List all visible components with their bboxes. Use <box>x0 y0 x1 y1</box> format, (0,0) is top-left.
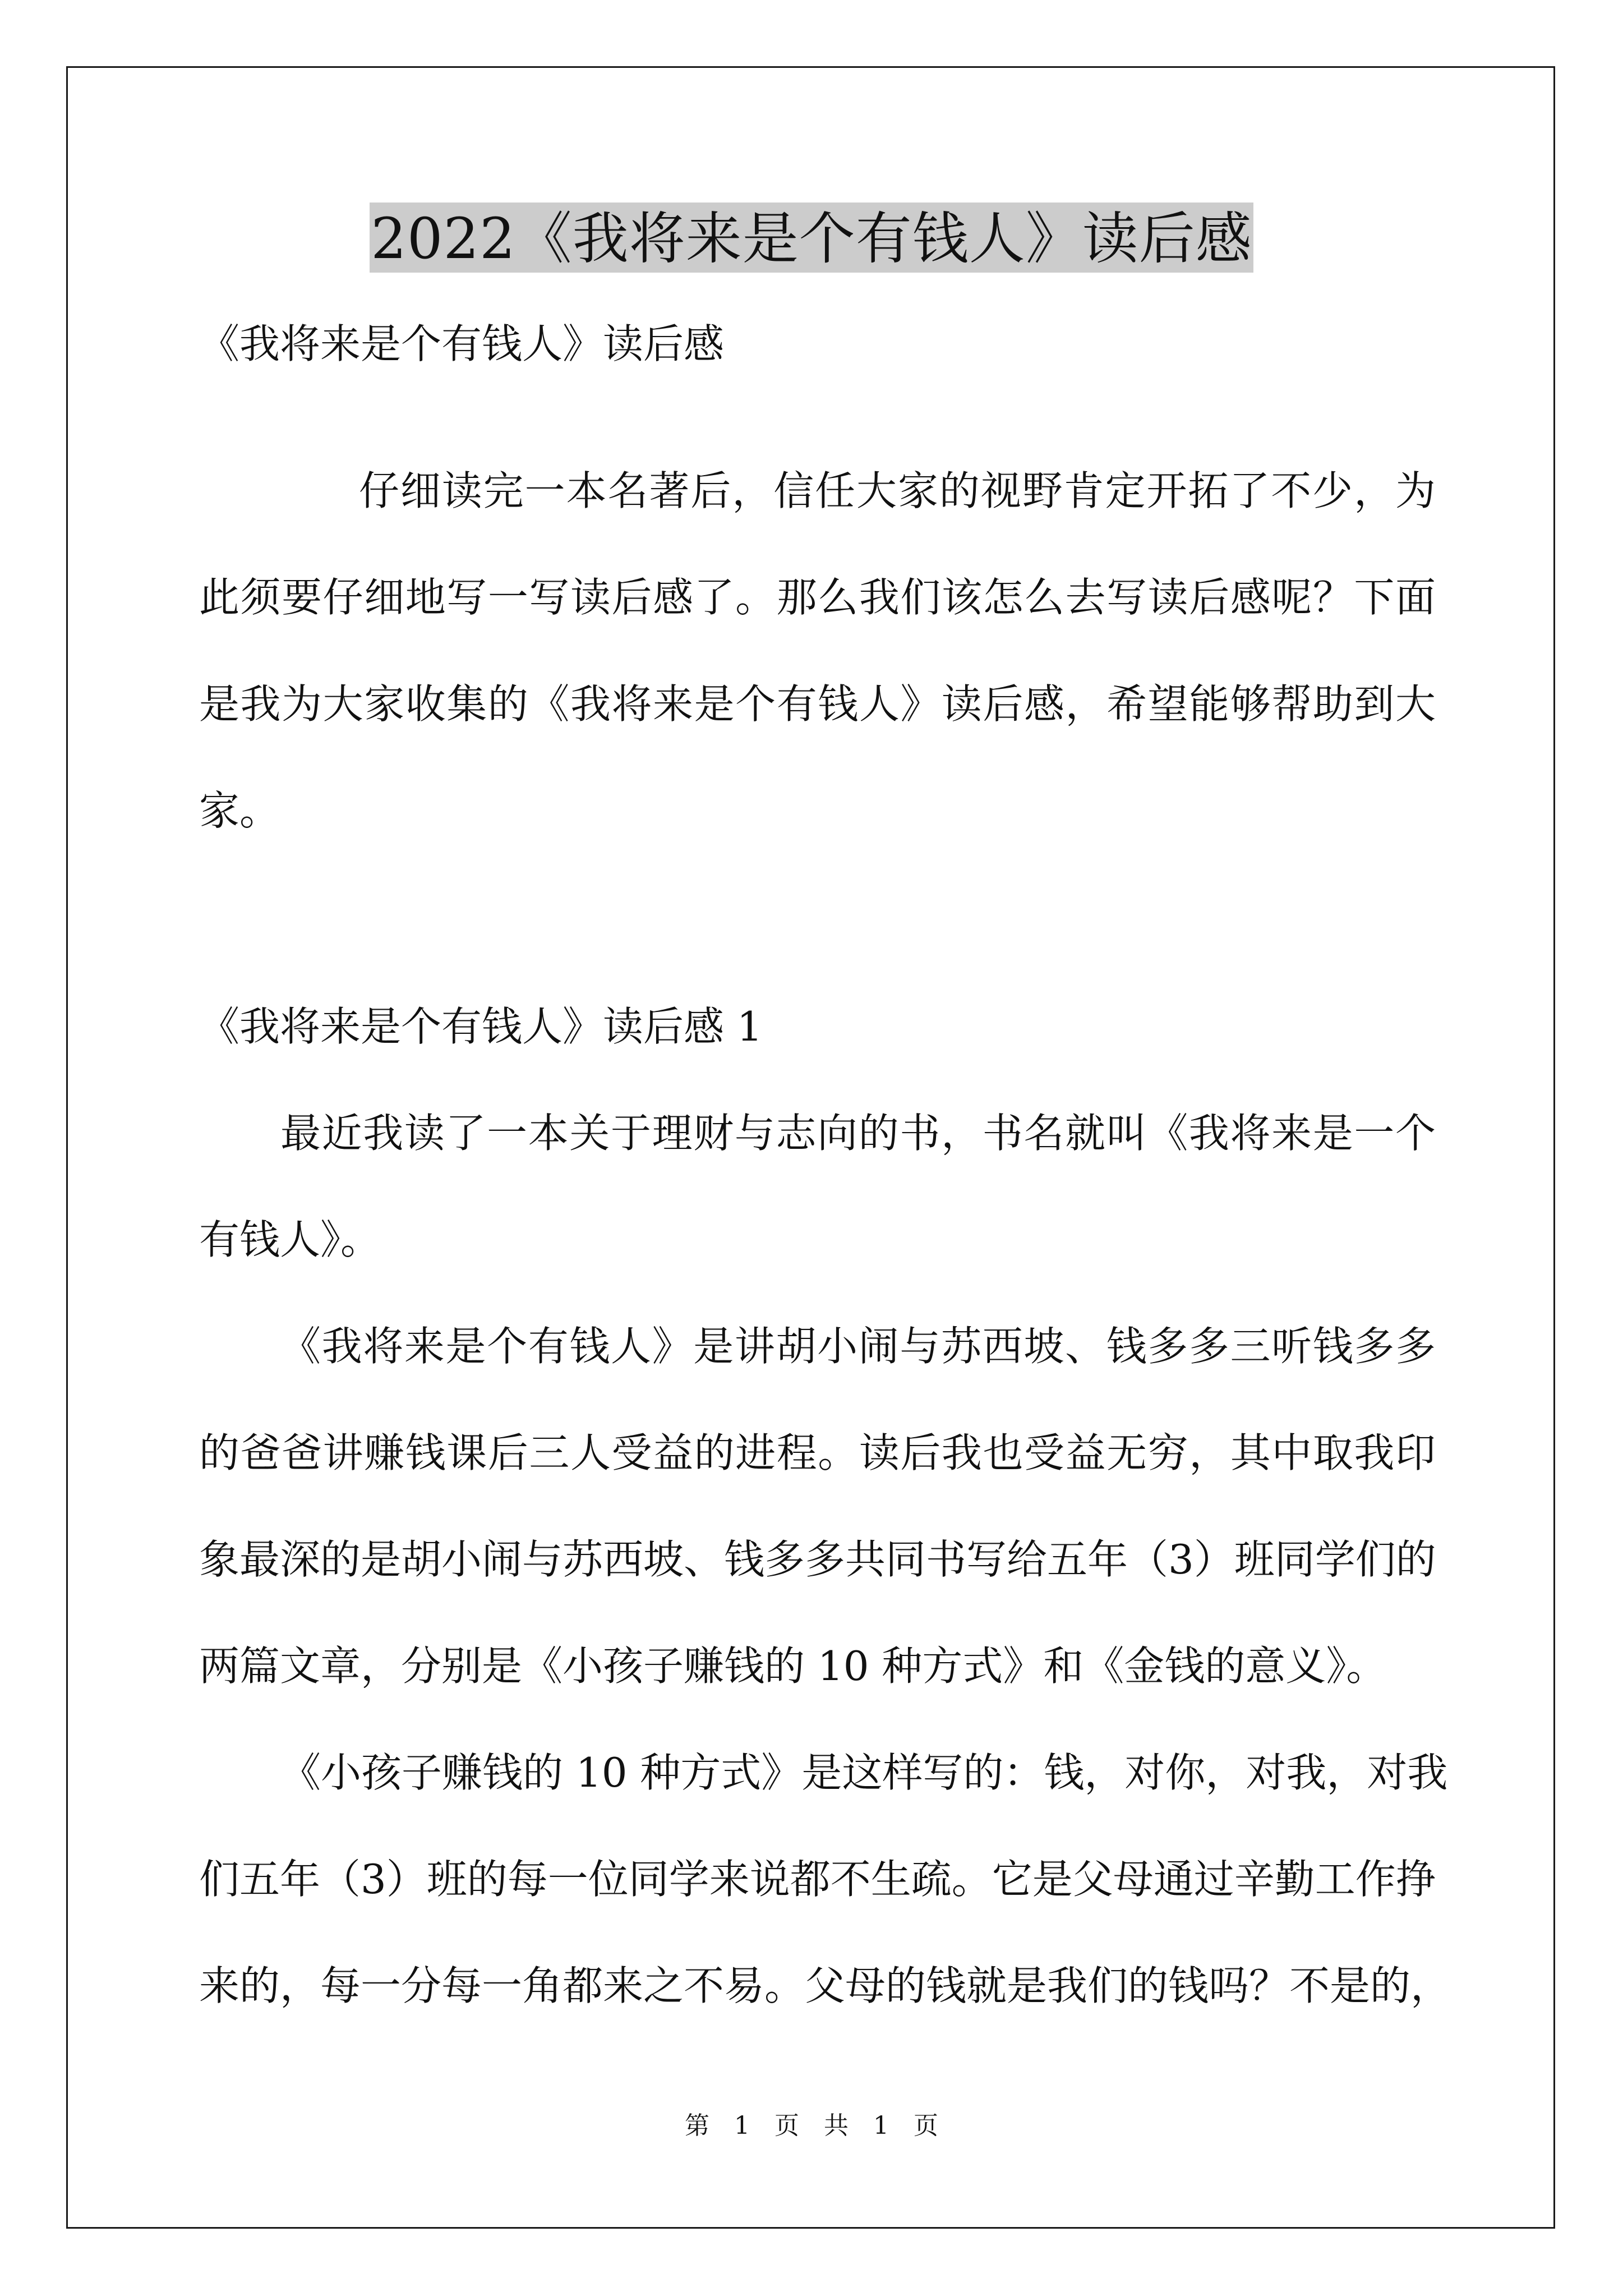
intro-line-4: 家。 <box>199 787 280 834</box>
section-heading: 《我将来是个有钱人》读后感 1 <box>199 1003 763 1050</box>
body-line-5: 象最深的是胡小闹与苏西坡、钱多多共同书写给五年（3）班同学们的 <box>199 1536 1436 1583</box>
intro-line-1: 仔细读完一本名著后，信任大家的视野肯定开拓了不少，为 <box>359 467 1436 514</box>
body-line-7: 《小孩子赚钱的 10 种方式》是这样写的：钱，对你，对我，对我 <box>280 1749 1448 1796</box>
body-line-2: 有钱人》。 <box>199 1216 381 1263</box>
body-line-8: 们五年（3）班的每一位同学来说都不生疏。它是父母通过辛勤工作挣 <box>199 1856 1436 1903</box>
body-line-3: 《我将来是个有钱人》是讲胡小闹与苏西坡、钱多多三听钱多多 <box>280 1323 1436 1370</box>
subtitle-line: 《我将来是个有钱人》读后感 <box>199 320 725 367</box>
intro-line-2: 此须要仔细地写一写读后感了。那么我们该怎么去写读后感呢？下面 <box>199 574 1436 621</box>
body-line-9: 来的，每一分每一角都来之不易。父母的钱就是我们的钱吗？不是的， <box>199 1962 1451 2009</box>
body-line-1: 最近我读了一本关于理财与志向的书，书名就叫《我将来是一个 <box>280 1110 1436 1157</box>
intro-line-3: 是我为大家收集的《我将来是个有钱人》读后感，希望能够帮助到大 <box>199 680 1436 728</box>
body-line-4: 的爸爸讲赚钱课后三人受益的进程。读后我也受益无穷，其中取我印 <box>199 1429 1436 1476</box>
body-line-6: 两篇文章，分别是《小孩子赚钱的 10 种方式》和《金钱的意义》。 <box>199 1642 1387 1690</box>
page-footer: 第 1 页 共 1 页 <box>685 2111 938 2140</box>
document-title: 2022《我将来是个有钱人》读后感 <box>0 200 1623 278</box>
